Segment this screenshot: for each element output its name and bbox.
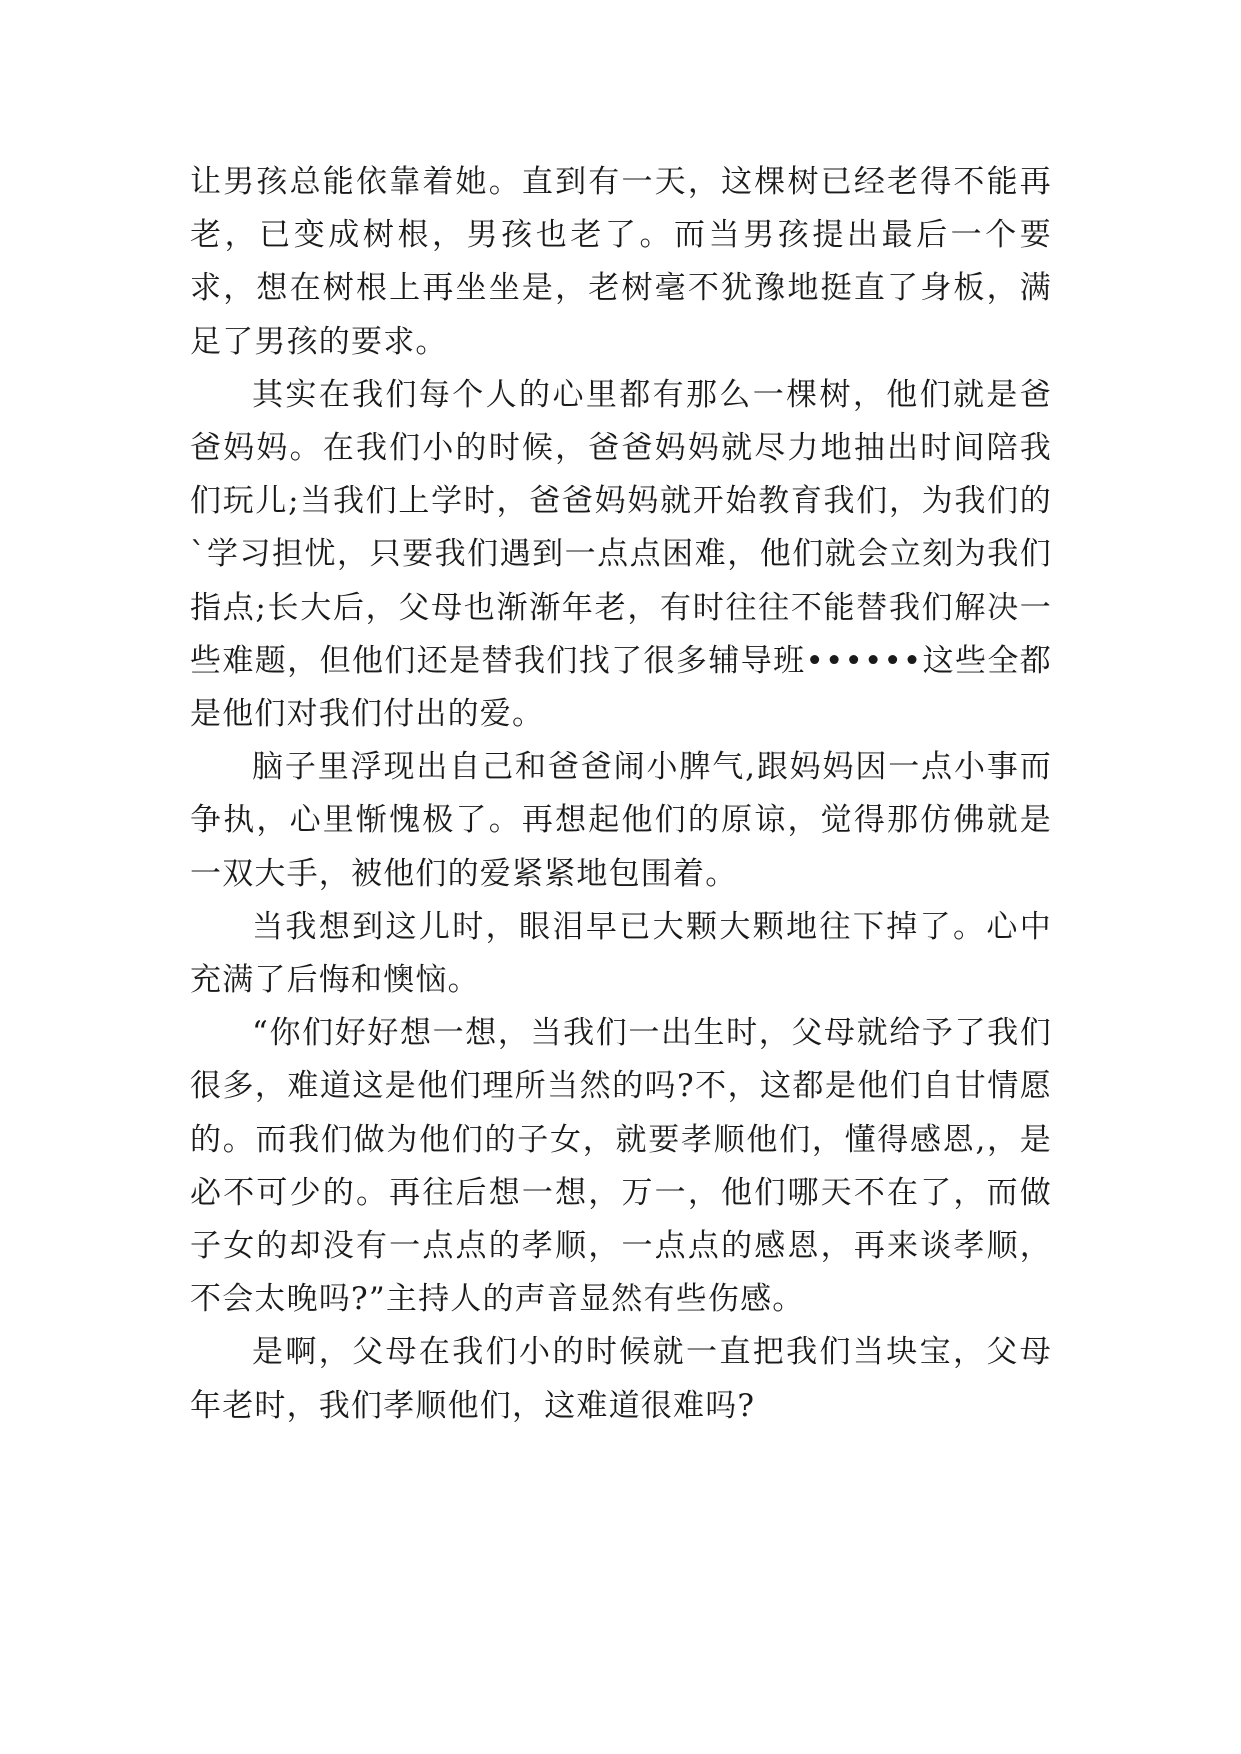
paragraph-3: 脑子里浮现出自己和爸爸闹小脾气,跟妈妈因一点小事而争执，心里惭愧极了。再想起他们的原谅，觉得那仿佛就是一双大手，被他们的爱紧紧地包围着。 <box>190 749 1052 892</box>
paragraph-2: 其实在我们每个人的心里都有那么一棵树，他们就是爸爸妈妈。在我们小的时候，爸爸妈妈就尽力地抽出时间陪我们玩儿;当我们上学时，爸爸妈妈就开始教育我们，为我们的`学习担忧，只要我们遇到一点点困难，他们就会立刻为我们指点;长大后，父母也渐渐年老，有时往往不能替我们解决一些难题，但他们还是替我们找了很多辅导班••••••这些全都是他们对我们付出的爱。 <box>190 376 1052 733</box>
document-body <box>190 156 1052 1433</box>
paragraph-5: “你们好好想一想，当我们一出生时，父母就给予了我们很多，难道这是他们理所当然的吗?不，这都是他们自甘情愿的。而我们做为他们的子女，就要孝顺他们，懂得感恩,，是必不可少的。再往后想一想，万一，他们哪天不在了，而做子女的却没有一点点的孝顺，一点点的感恩，再来谈孝顺，不会太晚吗?”主持人的声音显然有些伤感。 <box>190 1015 1052 1318</box>
paragraph-6: 是啊，父母在我们小的时候就一直把我们当块宝，父母年老时，我们孝顺他们，这难道很难吗? <box>190 1334 1052 1424</box>
paragraph-4: 当我想到这儿时，眼泪早已大颗大颗地往下掉了。心中充满了后悔和懊恼。 <box>190 908 1052 999</box>
paragraph-1: 让男孩总能依靠着她。直到有一天，这棵树已经老得不能再老，已变成树根，男孩也老了。而当男孩提出最后一个要求，想在树根上再坐坐是，老树毫不犹豫地挺直了身板，满足了男孩的要求。 <box>190 164 1052 360</box>
